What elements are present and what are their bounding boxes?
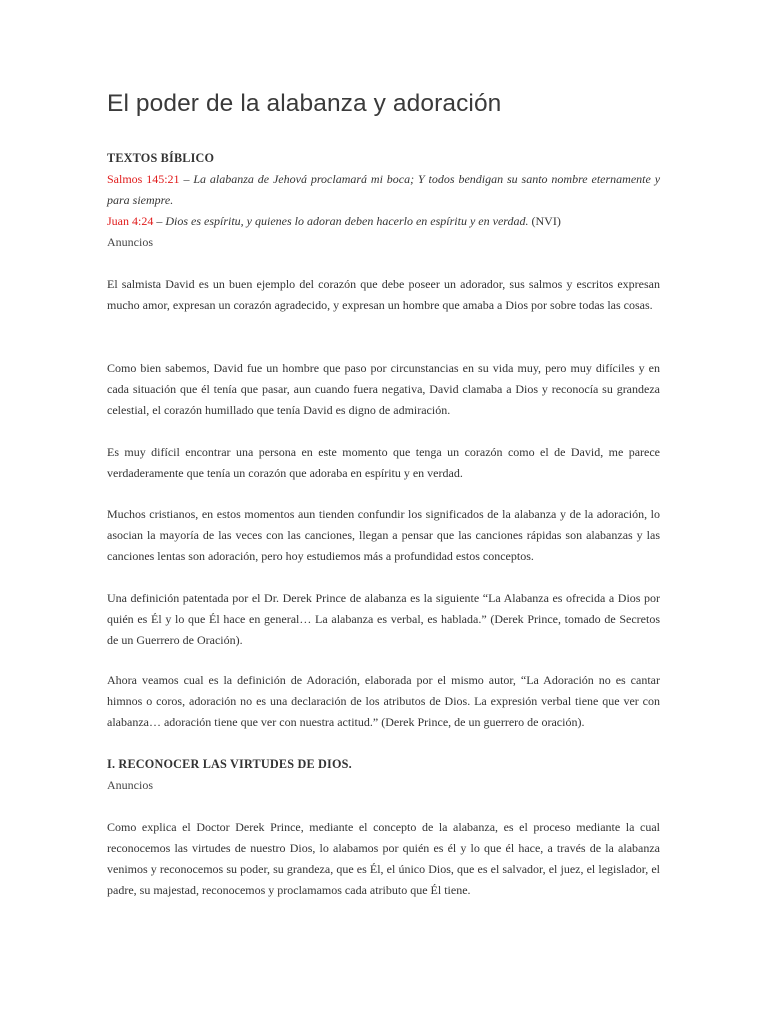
verse-reference: Juan 4:24 <box>107 214 154 228</box>
body-paragraph <box>107 588 660 651</box>
verse-text: La alabanza de Jehová proclamará mi boca; Y todos bendigan su santo nombre eternamente y para siempre <box>107 172 661 207</box>
section-heading: I. RECONOCER LAS VIRTUDES DE DIOS. <box>107 757 352 771</box>
body-paragraph <box>107 670 660 733</box>
verse-reference: Salmos 145:21 <box>107 172 180 186</box>
body-paragraph <box>107 442 660 484</box>
virtues-section <box>107 754 660 796</box>
body-paragraph <box>107 504 660 567</box>
verse-dash: – <box>153 214 166 228</box>
section-heading: TEXTOS BÍBLICO <box>107 151 215 165</box>
verse-end: . <box>170 193 174 207</box>
bible-texts-section <box>107 148 660 253</box>
body-paragraph <box>107 358 660 421</box>
verse-version: (NVI) <box>528 214 561 228</box>
paragraph-text: Una definición patentada por el Dr. Derek Prince de alabanza es la siguiente “La Alabanza es ofrecida a Dios por quién es Él y lo que Él hace en general… La alabanza es verbal, es hablada.” (Derek Prince, tomado de Secretos de un Guerrero de Oración). <box>107 591 660 647</box>
paragraph-text: Es muy difícil encontrar una persona en este momento que tenga un corazón como el de David, me parece verdaderamente que tenía un corazón que adoraba en espíritu y en verdad. <box>107 445 660 480</box>
verse-text: Dios es espíritu, y quienes lo adoran deben hacerlo en espíritu y en verdad. <box>165 214 529 228</box>
body-paragraph <box>107 817 660 901</box>
page-title: El poder de la alabanza y adoración <box>107 90 502 117</box>
verse-dash: – <box>179 172 194 186</box>
verse-2 <box>107 211 660 232</box>
paragraph-text: Ahora veamos cual es la definición de Adoración, elaborada por el mismo autor, “La Adoración no es cantar himnos o coros, adoración no es una declaración de los atributos de Dios. La expresión verbal tiene que ver con alabanza… adoración tiene que ver con nuestra actitud.” (Derek Prince, de un guerrero de oración). <box>107 673 660 729</box>
verse-1 <box>107 169 660 211</box>
paragraph-text: El salmista David es un buen ejemplo del corazón que debe poseer un adorador, sus salmos y escritos expresan mucho amor, expresan un corazón agradecido, y expresan un hombre que amaba a Dios por sobre todas las cosas. <box>107 277 660 312</box>
ads-label: Anuncios <box>107 778 153 792</box>
paragraph-text: Como explica el Doctor Derek Prince, mediante el concepto de la alabanza, es el proceso mediante la cual reconocemos las virtudes de nuestro Dios, lo alabamos por quién es él y lo que él hace, a través de la alabanza venimos y reconocemos su poder, su grandeza, que es Él, el único Dios, que es el salvador, el juez, el legislador, el padre, su majestad, reconocemos y proclamamos cada atributo que Él tiene. <box>107 820 660 897</box>
body-paragraph <box>107 274 660 316</box>
paragraph-text: Como bien sabemos, David fue un hombre que paso por circunstancias en su vida muy, pero muy difíciles y en cada situación que él tenía que pasar, aun cuando fuera negativa, David clamaba a Dios y reconocía su grandeza celestial, el corazón humillado que tenía David es digno de admiración. <box>107 361 660 417</box>
ads-label: Anuncios <box>107 235 153 249</box>
paragraph-text: Muchos cristianos, en estos momentos aun tienden confundir los significados de la alabanza y de la adoración, lo asocian la mayoría de las veces con las canciones, llegan a pensar que las canciones rápidas son alabanzas y las canciones lentas son adoración, pero hoy estudiemos más a profundidad estos conceptos. <box>107 507 660 563</box>
